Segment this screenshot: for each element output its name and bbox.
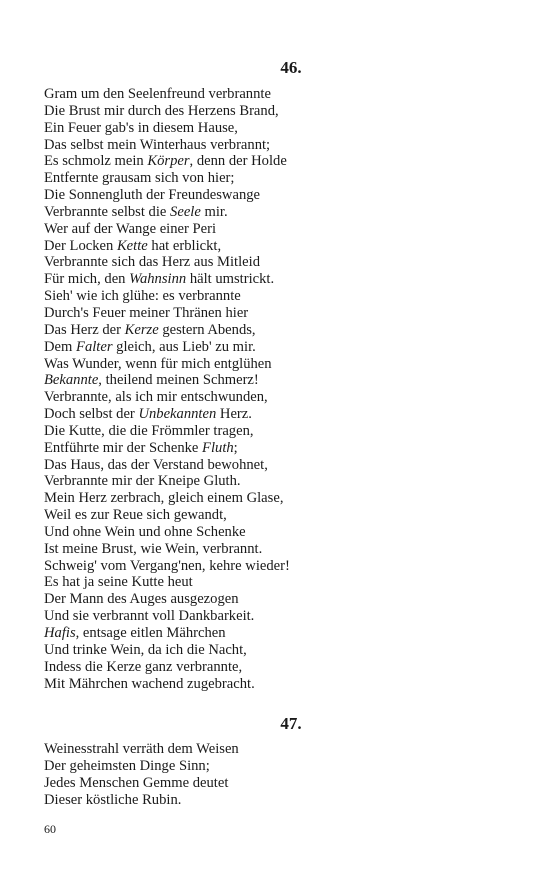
verse-line xyxy=(44,86,504,103)
verse-text: Das Herz der xyxy=(44,321,125,338)
verse-line xyxy=(44,120,504,137)
verse-line xyxy=(44,204,504,221)
verse-line xyxy=(44,153,504,170)
verse-line xyxy=(44,305,504,322)
verse-line xyxy=(44,254,504,271)
emphasized-word: Unbekannten xyxy=(138,406,217,423)
verse-line xyxy=(44,440,504,457)
verse-line xyxy=(44,372,504,389)
verse-text: Was Wunder, wenn für mich entglühen xyxy=(44,355,272,372)
verse-text: Verbrannte mir der Kneipe Gluth. xyxy=(44,473,241,490)
verse-text: Für mich, den xyxy=(44,271,130,288)
emphasized-word: Kerze xyxy=(124,321,159,338)
verse-text: , denn der Holde xyxy=(189,153,287,170)
verse-line xyxy=(44,473,504,490)
verse-text: hält umstrickt. xyxy=(186,271,275,288)
verse-text: Mit Mährchen wachend zugebracht. xyxy=(44,675,255,692)
verse-line xyxy=(44,608,504,625)
verse-line xyxy=(44,490,504,507)
verse-text: Dem xyxy=(44,338,77,355)
poem-number: 46. xyxy=(280,58,302,77)
verse-line xyxy=(44,524,504,541)
verse-text: mir. xyxy=(200,203,228,220)
emphasized-word: Falter xyxy=(76,338,113,355)
verse-text: Die Kutte, die die Frömmler tragen, xyxy=(44,422,254,439)
verse-text: Der Locken xyxy=(44,237,117,254)
verse-text: Weinesstrahl verräth dem Weisen xyxy=(44,741,239,757)
verse-text: Verbrannte, als ich mir entschwunden, xyxy=(44,389,268,406)
poem-verses xyxy=(44,86,504,692)
verse-line xyxy=(44,758,504,775)
verse-text: Verbrannte sich das Herz aus Mitleid xyxy=(44,254,260,271)
verse-text: Es hat ja seine Kutte heut xyxy=(44,574,193,591)
verse-text: Ein Feuer gab's in diesem Hause, xyxy=(44,119,238,136)
verse-line xyxy=(44,423,504,440)
verse-line xyxy=(44,322,504,339)
verse-line xyxy=(44,288,504,305)
verse-text: Weil es zur Reue sich gewandt, xyxy=(44,507,227,524)
verse-text: Und ohne Wein und ohne Schenke xyxy=(44,523,246,540)
verse-text: gleich, aus Lieb' zu mir. xyxy=(112,338,256,355)
verse-text: Sieh' wie ich glühe: es verbrannte xyxy=(44,288,241,305)
verse-text: Es schmolz mein xyxy=(44,153,148,170)
verse-line xyxy=(44,775,504,792)
verse-text: Entfernte grausam sich von hier; xyxy=(44,170,235,187)
verse-line xyxy=(44,741,504,758)
verse-line xyxy=(44,271,504,288)
verse-text: hat erblickt, xyxy=(147,237,222,254)
emphasized-word: Bekannte xyxy=(44,372,99,389)
verse-text: Die Sonnengluth der Freundeswange xyxy=(44,187,261,204)
verse-line xyxy=(44,591,504,608)
verse-text: Entführte mir der Schenke xyxy=(44,439,203,456)
verse-text: Gram um den Seelenfreund verbrannte xyxy=(44,86,271,102)
emphasized-word: Körper xyxy=(147,153,190,170)
page-number: 60 xyxy=(44,822,56,836)
emphasized-word: Kette xyxy=(116,237,148,254)
emphasized-word: Fluth xyxy=(202,439,234,456)
verse-line xyxy=(44,389,504,406)
verse-line xyxy=(44,507,504,524)
verse-line xyxy=(44,103,504,120)
verse-line xyxy=(44,558,504,575)
verse-line xyxy=(44,221,504,238)
verse-text: gestern Abends, xyxy=(158,321,256,338)
emphasized-word: Hafis xyxy=(44,625,76,641)
verse-text: Verbrannte selbst die xyxy=(44,203,171,220)
verse-text: Indess die Kerze ganz verbrannte, xyxy=(44,658,243,675)
verse-text: Und sie verbrannt voll Dankbarkeit. xyxy=(44,608,255,625)
poem-number: 47. xyxy=(280,714,302,733)
verse-text: Ist meine Brust, wie Wein, verbrannt. xyxy=(44,540,263,557)
poem-47 xyxy=(44,714,504,808)
verse-text: Herz. xyxy=(216,406,252,423)
verse-line xyxy=(44,356,504,373)
verse-text: Dieser köstliche Rubin. xyxy=(44,791,182,808)
verse-text: Das Haus, das der Verstand bewohnet, xyxy=(44,456,268,473)
verse-text: Die Brust mir durch des Herzens Brand, xyxy=(44,102,279,119)
verse-line xyxy=(44,792,504,809)
verse-text: Doch selbst der xyxy=(44,406,139,423)
verse-line xyxy=(44,574,504,591)
emphasized-word: Wahnsinn xyxy=(129,271,187,288)
poem-verses xyxy=(44,741,504,808)
verse-text: Durch's Feuer meiner Thränen hier xyxy=(44,304,249,321)
verse-text: Jedes Menschen Gemme deutet xyxy=(44,774,229,791)
verse-line xyxy=(44,137,504,154)
emphasized-word: Seele xyxy=(170,203,201,220)
verse-text: Der geheimsten Dinge Sinn; xyxy=(44,757,210,774)
verse-line xyxy=(44,457,504,474)
verse-line xyxy=(44,642,504,659)
verse-text: Das selbst mein Winterhaus verbrannt; xyxy=(44,136,271,153)
verse-line xyxy=(44,339,504,356)
verse-line xyxy=(44,625,504,642)
verse-text: Und trinke Wein, da ich die Nacht, xyxy=(44,641,247,658)
verse-text: ; xyxy=(233,439,238,456)
verse-line xyxy=(44,238,504,255)
verse-text: Wer auf der Wange einer Peri xyxy=(44,220,217,237)
verse-text: Mein Herz zerbrach, gleich einem Glase, xyxy=(44,490,284,507)
verse-line xyxy=(44,541,504,558)
verse-text: , entsage eitlen Mährchen xyxy=(75,625,226,641)
poem-46 xyxy=(44,58,504,692)
verse-line xyxy=(44,659,504,676)
verse-line xyxy=(44,187,504,204)
verse-line xyxy=(44,676,504,693)
verse-text: , theilend meinen Schmerz! xyxy=(98,372,259,389)
verse-line xyxy=(44,406,504,423)
verse-text: Der Mann des Auges ausgezogen xyxy=(44,591,239,608)
verse-line xyxy=(44,170,504,187)
verse-text: Schweig' vom Vergang'nen, kehre wieder! xyxy=(44,557,290,574)
